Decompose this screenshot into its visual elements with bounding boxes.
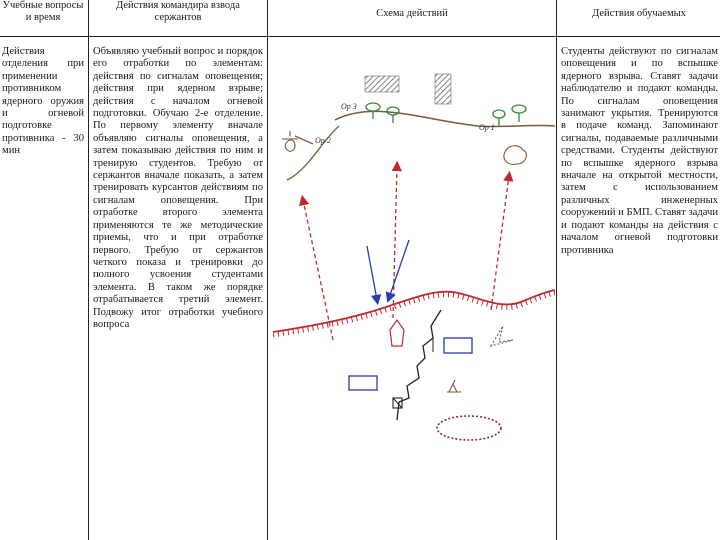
bush-icon — [504, 146, 526, 165]
road-curve — [287, 126, 339, 180]
column-divider-1 — [88, 0, 89, 540]
tree-icon-2 — [387, 107, 399, 123]
shelter-icon — [447, 380, 461, 392]
road-left-segment — [295, 136, 313, 144]
building-right — [435, 74, 451, 104]
advance-arrow-left — [303, 200, 333, 340]
topic-cell — [2, 46, 84, 158]
commander-actions-text: Объявляю учебный вопрос и порядок его отработки по элементам: действия по сигналам оповещения; действия при ядерном взрыве; действия с началом огневой подготовки. Обучаю 2-е отделение. По первому элементу вначале объявляю сигналы оповещения, а затем показываю действия по ним и тренирую студентов. Требую от сержантов вначале показать, а затем тренировать курсантов действиям по сигналам оповещения. При отработке второго элемента применяются те же методические приемы, что и при отработке первого. Требую от сержантов четкого показа и тренировки до полного усвоения студентами элемента. В таком же порядке отрабатывается третий элемент. Подвожу итог отработки учебного вопроса — [93, 46, 263, 330]
enemy-arrow-2 — [389, 240, 409, 298]
label-observation-post-3: Ор 3 — [341, 102, 357, 111]
header-scheme: Схема действий — [376, 8, 448, 19]
front-line-ticks — [273, 293, 555, 335]
road-upper — [335, 111, 555, 126]
label-observation-post-1: Ор 1 — [479, 123, 495, 132]
contaminated-zone — [437, 416, 501, 440]
vehicle-right — [444, 338, 472, 353]
column-divider-2 — [267, 0, 268, 540]
advance-arrow-right — [491, 176, 509, 310]
header-commander-actions: Действия командира взвода сержантов — [116, 0, 240, 23]
front-line — [273, 290, 555, 332]
header-topics: Учебные вопросы и время — [2, 0, 84, 23]
trainee-actions-cell — [561, 46, 718, 257]
enemy-arrow-1 — [367, 246, 377, 300]
command-post-cross — [393, 398, 402, 408]
landmark-icon — [282, 131, 298, 151]
label-observation-post-2: Ор 2 — [315, 136, 331, 145]
trainee-actions-text: Студенты действуют по сигналам оповещения и по вспышке ядерного взрыва. Ставят задачи наблюдателю и подают команды. По сигналам оповещения занимают укрытия. Тренируются в подаче команд. Запоминают сигналы, подаваемые различными средствами. Студенты действуют по вспышке ядерного взрыва вначале на открытой местности, затем с использованием различных инженерных сооружений и БМП. Ставят задачи и подают команды на действия с началом огневой подготовки противника — [561, 46, 718, 256]
commander-actions-cell — [93, 46, 263, 331]
column-divider-3 — [556, 0, 557, 540]
topic-text: Действия отделения при применении противником ядерного оружия и огневой подготовке противника - 30 мин — [2, 46, 84, 157]
trench-line — [397, 310, 441, 420]
header-divider — [0, 36, 720, 37]
sector-marker — [491, 326, 513, 346]
action-scheme — [273, 40, 555, 510]
tree-icon-3 — [493, 110, 505, 126]
tank-icon — [390, 320, 404, 346]
vehicle-left — [349, 376, 377, 390]
header-trainee-actions: Действия обучаемых — [592, 8, 686, 19]
advance-arrow-center — [393, 166, 397, 318]
tree-icon-4 — [512, 105, 526, 122]
building-left — [365, 76, 399, 92]
